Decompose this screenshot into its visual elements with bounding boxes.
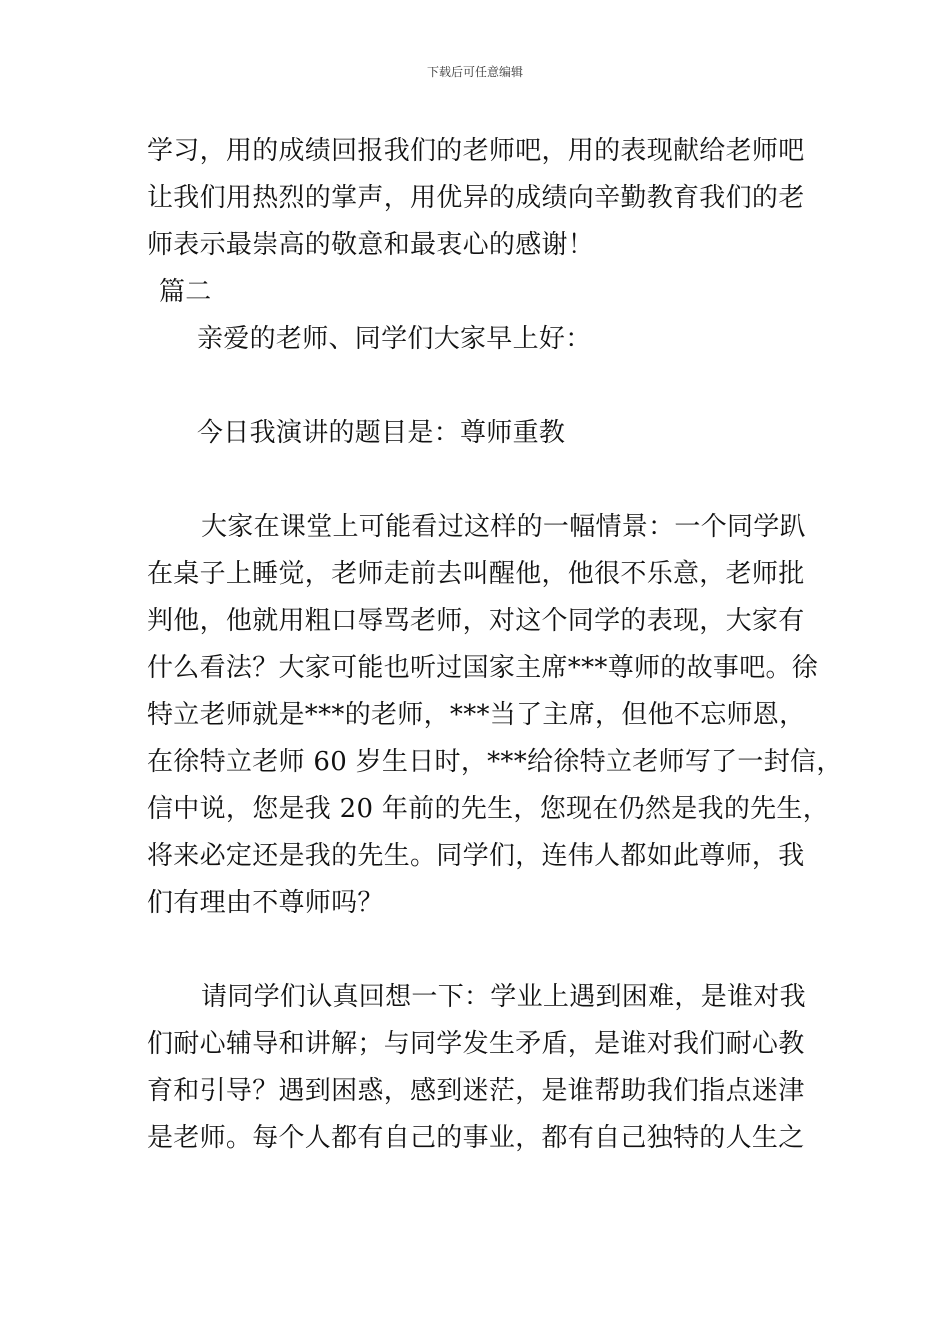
blank-line [147,457,807,504]
paragraph-line: 请同学们认真回想一下：学业上遇到困难，是谁对我 [201,982,806,1012]
paragraph-line: 在桌子上睡觉，老师走前去叫醒他，他很不乐意，老师批 [147,559,805,589]
paragraph-line: 们耐心辅导和讲解；与同学发生矛盾，是谁对我们耐心教 [147,1029,805,1059]
paragraph-story [147,504,843,927]
paragraph-line: 学习，用的成绩回报我们的老师吧，用的表现献给老师吧 [147,136,805,166]
paragraph-line: 让我们用热烈的掌声，用优异的成绩向辛勤教育我们的老 [147,183,805,213]
topic-line: 今日我演讲的题目是：尊师重教 [197,418,566,448]
document-body [147,128,843,1162]
paragraph-reflection [147,974,807,1162]
paragraph-line: 育和引导？遇到困惑，感到迷茫，是谁帮助我们指点迷津 [147,1076,805,1106]
paragraph-line: 判他，他就用粗口辱骂老师，对这个同学的表现，大家有 [147,606,805,636]
paragraph-line: 信中说，您是我 20 年前的先生，您现在仍然是我的先生， [147,794,830,824]
paragraph-line: 将来必定还是我的先生。同学们，连伟人都如此尊师，我 [147,841,805,871]
blank-line [147,927,807,974]
paragraph-line: 什么看法？大家可能也听过国家主席***尊师的故事吧。徐 [147,653,819,683]
paragraph-line: 在徐特立老师 60 岁生日时，***给徐特立老师写了一封信， [147,747,843,777]
paragraph-line: 是老师。每个人都有自己的事业，都有自己独特的人生之 [147,1123,805,1153]
paragraph-closing [147,128,807,269]
page-header-note: 下载后可任意编辑 [426,65,523,79]
blank-line [147,363,807,410]
paragraph-line: 们有理由不尊师吗？ [147,888,384,918]
paragraph-line: 特立老师就是***的老师，***当了主席，但他不忘师恩， [147,700,806,730]
paragraph-line: 师表示最崇高的敬意和最衷心的感谢！ [147,230,595,260]
greeting-line: 亲爱的老师、同学们大家早上好： [197,324,592,354]
paragraph-line: 大家在课堂上可能看过这样的一幅情景：一个同学趴 [201,512,806,542]
section-heading: 篇二 [159,277,212,307]
